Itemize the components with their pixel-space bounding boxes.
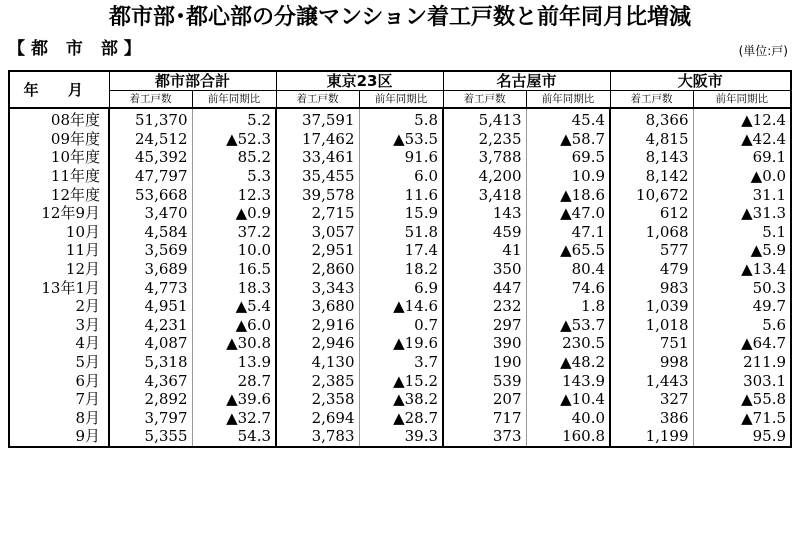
row-label: 12年9月	[9, 204, 109, 223]
cell-tokyo23-yoy: ▲53.5	[359, 130, 443, 149]
cell-tokyo23-yoy: 11.6	[359, 185, 443, 204]
subheader-yoy: 前年同期比	[192, 91, 276, 109]
cell-tokyo23-yoy: 5.8	[359, 108, 443, 130]
cell-osaka-yoy: 5.1	[693, 223, 791, 242]
cell-osaka-yoy: ▲42.4	[693, 130, 791, 149]
cell-tokyo23-yoy: 0.7	[359, 316, 443, 335]
cell-nagoya-yoy: 74.6	[526, 278, 610, 297]
cell-total-count: 4,951	[109, 297, 192, 316]
cell-nagoya-count: 717	[443, 409, 526, 428]
cell-nagoya-count: 373	[443, 427, 526, 447]
table-row	[9, 334, 791, 353]
cell-total-count: 2,892	[109, 390, 192, 409]
table-row	[9, 185, 791, 204]
cell-total-count: 4,584	[109, 223, 192, 242]
cell-tokyo23-count: 39,578	[276, 185, 359, 204]
cell-osaka-count: 8,143	[610, 148, 693, 167]
cell-nagoya-yoy: 10.9	[526, 167, 610, 186]
cell-osaka-count: 577	[610, 241, 693, 260]
row-label: 13年1月	[9, 278, 109, 297]
cell-total-yoy: 85.2	[192, 148, 276, 167]
cell-osaka-yoy: ▲13.4	[693, 260, 791, 279]
cell-nagoya-count: 2,235	[443, 130, 526, 149]
section-label: 【都 市 部】	[8, 39, 147, 59]
cell-osaka-yoy: ▲0.0	[693, 167, 791, 186]
cell-osaka-yoy: 69.1	[693, 148, 791, 167]
cell-osaka-count: 10,672	[610, 185, 693, 204]
cell-nagoya-count: 350	[443, 260, 526, 279]
table-row	[9, 167, 791, 186]
cell-nagoya-count: 3,418	[443, 185, 526, 204]
row-label: 11月	[9, 241, 109, 260]
cell-total-yoy: 5.2	[192, 108, 276, 130]
cell-total-yoy: ▲52.3	[192, 130, 276, 149]
group-header-nagoya: 名古屋市	[443, 71, 610, 91]
cell-tokyo23-count: 33,461	[276, 148, 359, 167]
cell-tokyo23-count: 3,783	[276, 427, 359, 447]
cell-osaka-yoy: 5.6	[693, 316, 791, 335]
cell-osaka-count: 327	[610, 390, 693, 409]
cell-osaka-count: 998	[610, 353, 693, 372]
cell-nagoya-count: 143	[443, 204, 526, 223]
row-label: 10年度	[9, 148, 109, 167]
cell-tokyo23-yoy: ▲38.2	[359, 390, 443, 409]
cell-osaka-yoy: ▲64.7	[693, 334, 791, 353]
cell-tokyo23-count: 37,591	[276, 108, 359, 130]
row-label: 5月	[9, 353, 109, 372]
cell-total-yoy: 10.0	[192, 241, 276, 260]
cell-osaka-yoy: 303.1	[693, 371, 791, 390]
row-label: 10月	[9, 223, 109, 242]
row-label: 6月	[9, 371, 109, 390]
subheader-count: 着工戸数	[276, 91, 359, 109]
cell-total-yoy: ▲32.7	[192, 409, 276, 428]
cell-total-yoy: 54.3	[192, 427, 276, 447]
cell-osaka-yoy: 31.1	[693, 185, 791, 204]
cell-total-count: 51,370	[109, 108, 192, 130]
cell-total-count: 4,087	[109, 334, 192, 353]
row-label: 08年度	[9, 108, 109, 130]
cell-total-yoy: ▲6.0	[192, 316, 276, 335]
subheader-yoy: 前年同期比	[526, 91, 610, 109]
cell-total-yoy: 13.9	[192, 353, 276, 372]
cell-osaka-count: 479	[610, 260, 693, 279]
cell-tokyo23-count: 2,951	[276, 241, 359, 260]
cell-nagoya-yoy: ▲48.2	[526, 353, 610, 372]
cell-tokyo23-count: 2,694	[276, 409, 359, 428]
cell-tokyo23-count: 3,057	[276, 223, 359, 242]
cell-nagoya-count: 190	[443, 353, 526, 372]
cell-nagoya-yoy: ▲58.7	[526, 130, 610, 149]
cell-total-count: 24,512	[109, 130, 192, 149]
row-label: 12月	[9, 260, 109, 279]
table-row	[9, 409, 791, 428]
cell-total-count: 5,355	[109, 427, 192, 447]
subheader-yoy: 前年同期比	[693, 91, 791, 109]
table-row	[9, 204, 791, 223]
row-label: 09年度	[9, 130, 109, 149]
table-row	[9, 353, 791, 372]
table-row	[9, 297, 791, 316]
row-label: 9月	[9, 427, 109, 447]
subheader-count: 着工戸数	[443, 91, 526, 109]
cell-nagoya-yoy: ▲53.7	[526, 316, 610, 335]
cell-nagoya-yoy: 47.1	[526, 223, 610, 242]
cell-osaka-count: 8,366	[610, 108, 693, 130]
cell-tokyo23-yoy: 39.3	[359, 427, 443, 447]
cell-osaka-yoy: ▲31.3	[693, 204, 791, 223]
cell-tokyo23-count: 2,358	[276, 390, 359, 409]
group-header-tokyo23: 東京23区	[276, 71, 443, 91]
group-header-osaka: 大阪市	[610, 71, 791, 91]
cell-total-count: 3,470	[109, 204, 192, 223]
table-row	[9, 427, 791, 447]
cell-tokyo23-count: 2,715	[276, 204, 359, 223]
cell-total-yoy: 18.3	[192, 278, 276, 297]
cell-nagoya-count: 447	[443, 278, 526, 297]
cell-tokyo23-count: 2,916	[276, 316, 359, 335]
cell-total-yoy: ▲0.9	[192, 204, 276, 223]
cell-tokyo23-yoy: 15.9	[359, 204, 443, 223]
cell-tokyo23-yoy: 6.0	[359, 167, 443, 186]
cell-total-count: 53,668	[109, 185, 192, 204]
cell-tokyo23-count: 2,860	[276, 260, 359, 279]
cell-nagoya-yoy: 69.5	[526, 148, 610, 167]
cell-osaka-count: 4,815	[610, 130, 693, 149]
cell-nagoya-yoy: ▲10.4	[526, 390, 610, 409]
table-row	[9, 278, 791, 297]
cell-nagoya-yoy: 143.9	[526, 371, 610, 390]
cell-osaka-yoy: ▲5.9	[693, 241, 791, 260]
cell-osaka-yoy: 50.3	[693, 278, 791, 297]
cell-total-yoy: 12.3	[192, 185, 276, 204]
cell-tokyo23-count: 2,385	[276, 371, 359, 390]
cell-nagoya-count: 459	[443, 223, 526, 242]
cell-nagoya-count: 5,413	[443, 108, 526, 130]
cell-osaka-count: 1,443	[610, 371, 693, 390]
cell-tokyo23-count: 17,462	[276, 130, 359, 149]
cell-tokyo23-yoy: ▲28.7	[359, 409, 443, 428]
cell-tokyo23-yoy: 3.7	[359, 353, 443, 372]
cell-tokyo23-count: 3,343	[276, 278, 359, 297]
cell-tokyo23-count: 3,680	[276, 297, 359, 316]
cell-total-yoy: 28.7	[192, 371, 276, 390]
cell-tokyo23-count: 4,130	[276, 353, 359, 372]
page-title: 都市部･都心部の分譲マンション着工戸数と前年同月比増減	[108, 5, 691, 30]
table-row	[9, 148, 791, 167]
cell-total-count: 3,569	[109, 241, 192, 260]
cell-tokyo23-yoy: ▲19.6	[359, 334, 443, 353]
cell-osaka-yoy: ▲71.5	[693, 409, 791, 428]
row-label: 2月	[9, 297, 109, 316]
cell-nagoya-yoy: 230.5	[526, 334, 610, 353]
row-label: 11年度	[9, 167, 109, 186]
cell-osaka-count: 8,142	[610, 167, 693, 186]
cell-osaka-count: 386	[610, 409, 693, 428]
table-row	[9, 108, 791, 130]
cell-total-count: 5,318	[109, 353, 192, 372]
cell-nagoya-yoy: ▲65.5	[526, 241, 610, 260]
table-row	[9, 241, 791, 260]
table-row	[9, 223, 791, 242]
row-label: 4月	[9, 334, 109, 353]
year-month-header: 年 月	[9, 71, 109, 108]
cell-tokyo23-count: 35,455	[276, 167, 359, 186]
cell-nagoya-count: 297	[443, 316, 526, 335]
subheader-count: 着工戸数	[109, 91, 192, 109]
cell-tokyo23-yoy: ▲15.2	[359, 371, 443, 390]
cell-tokyo23-yoy: 6.9	[359, 278, 443, 297]
cell-nagoya-yoy: ▲18.6	[526, 185, 610, 204]
subheader-count: 着工戸数	[610, 91, 693, 109]
cell-tokyo23-yoy: 18.2	[359, 260, 443, 279]
cell-total-yoy: ▲39.6	[192, 390, 276, 409]
table-body	[9, 108, 791, 447]
cell-nagoya-count: 41	[443, 241, 526, 260]
table-row	[9, 130, 791, 149]
cell-osaka-yoy: 211.9	[693, 353, 791, 372]
table-row	[9, 371, 791, 390]
cell-total-yoy: ▲5.4	[192, 297, 276, 316]
cell-nagoya-count: 207	[443, 390, 526, 409]
cell-total-count: 4,367	[109, 371, 192, 390]
cell-nagoya-count: 539	[443, 371, 526, 390]
cell-nagoya-yoy: 40.0	[526, 409, 610, 428]
cell-total-yoy: 37.2	[192, 223, 276, 242]
cell-tokyo23-yoy: 91.6	[359, 148, 443, 167]
cell-nagoya-count: 232	[443, 297, 526, 316]
cell-osaka-yoy: 49.7	[693, 297, 791, 316]
row-label: 3月	[9, 316, 109, 335]
cell-nagoya-count: 390	[443, 334, 526, 353]
cell-nagoya-yoy: ▲47.0	[526, 204, 610, 223]
group-header-total: 都市部合計	[109, 71, 276, 91]
cell-tokyo23-yoy: ▲14.6	[359, 297, 443, 316]
cell-total-count: 47,797	[109, 167, 192, 186]
row-label: 12年度	[9, 185, 109, 204]
subheader-yoy: 前年同期比	[359, 91, 443, 109]
unit-label: (単位:戸)	[738, 44, 788, 58]
cell-nagoya-yoy: 80.4	[526, 260, 610, 279]
cell-total-yoy: 16.5	[192, 260, 276, 279]
table-row	[9, 390, 791, 409]
cell-tokyo23-yoy: 17.4	[359, 241, 443, 260]
cell-total-yoy: 5.3	[192, 167, 276, 186]
housing-starts-table	[8, 70, 792, 448]
cell-osaka-count: 983	[610, 278, 693, 297]
cell-total-yoy: ▲30.8	[192, 334, 276, 353]
cell-osaka-count: 612	[610, 204, 693, 223]
cell-total-count: 4,773	[109, 278, 192, 297]
cell-total-count: 3,797	[109, 409, 192, 428]
cell-osaka-yoy: ▲12.4	[693, 108, 791, 130]
cell-nagoya-yoy: 45.4	[526, 108, 610, 130]
cell-osaka-count: 1,068	[610, 223, 693, 242]
cell-total-count: 4,231	[109, 316, 192, 335]
cell-osaka-count: 751	[610, 334, 693, 353]
cell-nagoya-yoy: 1.8	[526, 297, 610, 316]
cell-osaka-yoy: 95.9	[693, 427, 791, 447]
cell-tokyo23-yoy: 51.8	[359, 223, 443, 242]
cell-nagoya-count: 4,200	[443, 167, 526, 186]
cell-nagoya-yoy: 160.8	[526, 427, 610, 447]
row-label: 8月	[9, 409, 109, 428]
cell-osaka-count: 1,199	[610, 427, 693, 447]
row-label: 7月	[9, 390, 109, 409]
cell-osaka-count: 1,018	[610, 316, 693, 335]
cell-osaka-count: 1,039	[610, 297, 693, 316]
cell-total-count: 45,392	[109, 148, 192, 167]
table-row	[9, 316, 791, 335]
cell-tokyo23-count: 2,946	[276, 334, 359, 353]
table-row	[9, 260, 791, 279]
cell-nagoya-count: 3,788	[443, 148, 526, 167]
cell-osaka-yoy: ▲55.8	[693, 390, 791, 409]
cell-total-count: 3,689	[109, 260, 192, 279]
